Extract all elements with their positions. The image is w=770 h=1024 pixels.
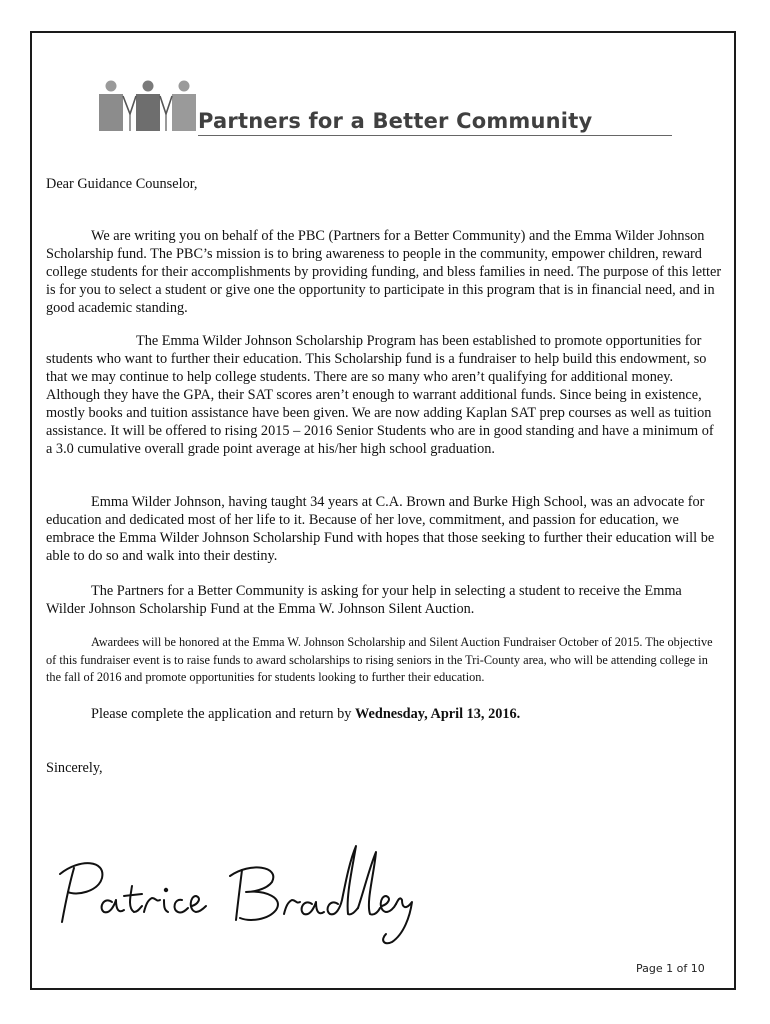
deadline-paragraph	[46, 705, 722, 723]
logo-head-1	[106, 81, 117, 92]
deadline-text	[46, 705, 722, 723]
letter-paragraph-3	[46, 493, 722, 565]
letter-paragraph-1	[46, 227, 722, 317]
logo-head-2	[143, 81, 154, 92]
logo-body-2	[136, 94, 160, 131]
paragraph-text: The Partners for a Better Community is asking for your help in selecting a student to receive the Emma Wilder Johnson Scholarship Fund at the Emma W. Johnson Silent Auction.	[46, 583, 682, 617]
deadline-prefix: Please complete the application and return by	[91, 706, 356, 722]
salutation-text: Dear Guidance Counselor,	[46, 176, 198, 192]
paragraph-text: Emma Wilder Johnson, having taught 34 years at C.A. Brown and Burke High School, was an advocate for education and dedicated most of her life to it. Because of her love, commitment, and passion for education, we embrace the Emma Wilder Johnson Scholarship Fund with hopes that those seeking to further their education will be able to do so and walk into their destiny.	[46, 494, 715, 564]
closing-text: Sincerely,	[46, 760, 103, 776]
logo-body-3	[172, 94, 196, 131]
logo-head-3	[179, 81, 190, 92]
closing	[46, 759, 722, 777]
organization-title: Partners for a Better Community	[198, 108, 672, 136]
letter-paragraph-4	[46, 582, 722, 618]
partners-logo	[96, 80, 204, 132]
paragraph-text: Awardees will be honored at the Emma W. Johnson Scholarship and Silent Auction Fundraiser October of 2015. The objective of this fundraiser event is to raise funds to award scholarships to rising seniors in the Tri-County area, who will be attending college in the fall of 2016 and promote opportunities for students looking to further their education.	[46, 635, 713, 684]
salutation	[46, 175, 722, 193]
page-number: Page 1 of 10	[636, 962, 705, 975]
letter-paragraph-5	[46, 634, 722, 687]
letter-paragraph-2	[46, 332, 722, 458]
deadline-date: Wednesday, April 13, 2016.	[355, 706, 521, 722]
paragraph-text: We are writing you on behalf of the PBC (Partners for a Better Community) and the Emma Wilder Johnson Scholarship fund. The PBC’s mission is to bring awareness to people in the community, empower children, reward college students for their accomplishments by providing funding, and bless families in need. The purpose of this letter is for you to select a student or give one the opportunity to participate in this program that is in financial need, and in good academic standing.	[46, 228, 722, 316]
paragraph-text: The Emma Wilder Johnson Scholarship Program has been established to promote opportunities for students who want to further their education. This Scholarship fund is a fundraiser to help build this endowment, so that we may continue to help college students. There are so many who aren’t qualifying for additional money. Although they have the GPA, their SAT scores aren’t enough to warrant additional funds. Since being in existence, mostly books and tuition assistance have been given. We are now adding Kaplan SAT prep courses as well as tuition assistance. It will be offered to rising 2015 – 2016 Senior Students who are in good standing and have a minimum of a 3.0 cumulative overall grade point average at his/her high school graduation.	[46, 333, 714, 457]
handwritten-signature	[40, 830, 420, 950]
logo-body-1	[99, 94, 123, 131]
